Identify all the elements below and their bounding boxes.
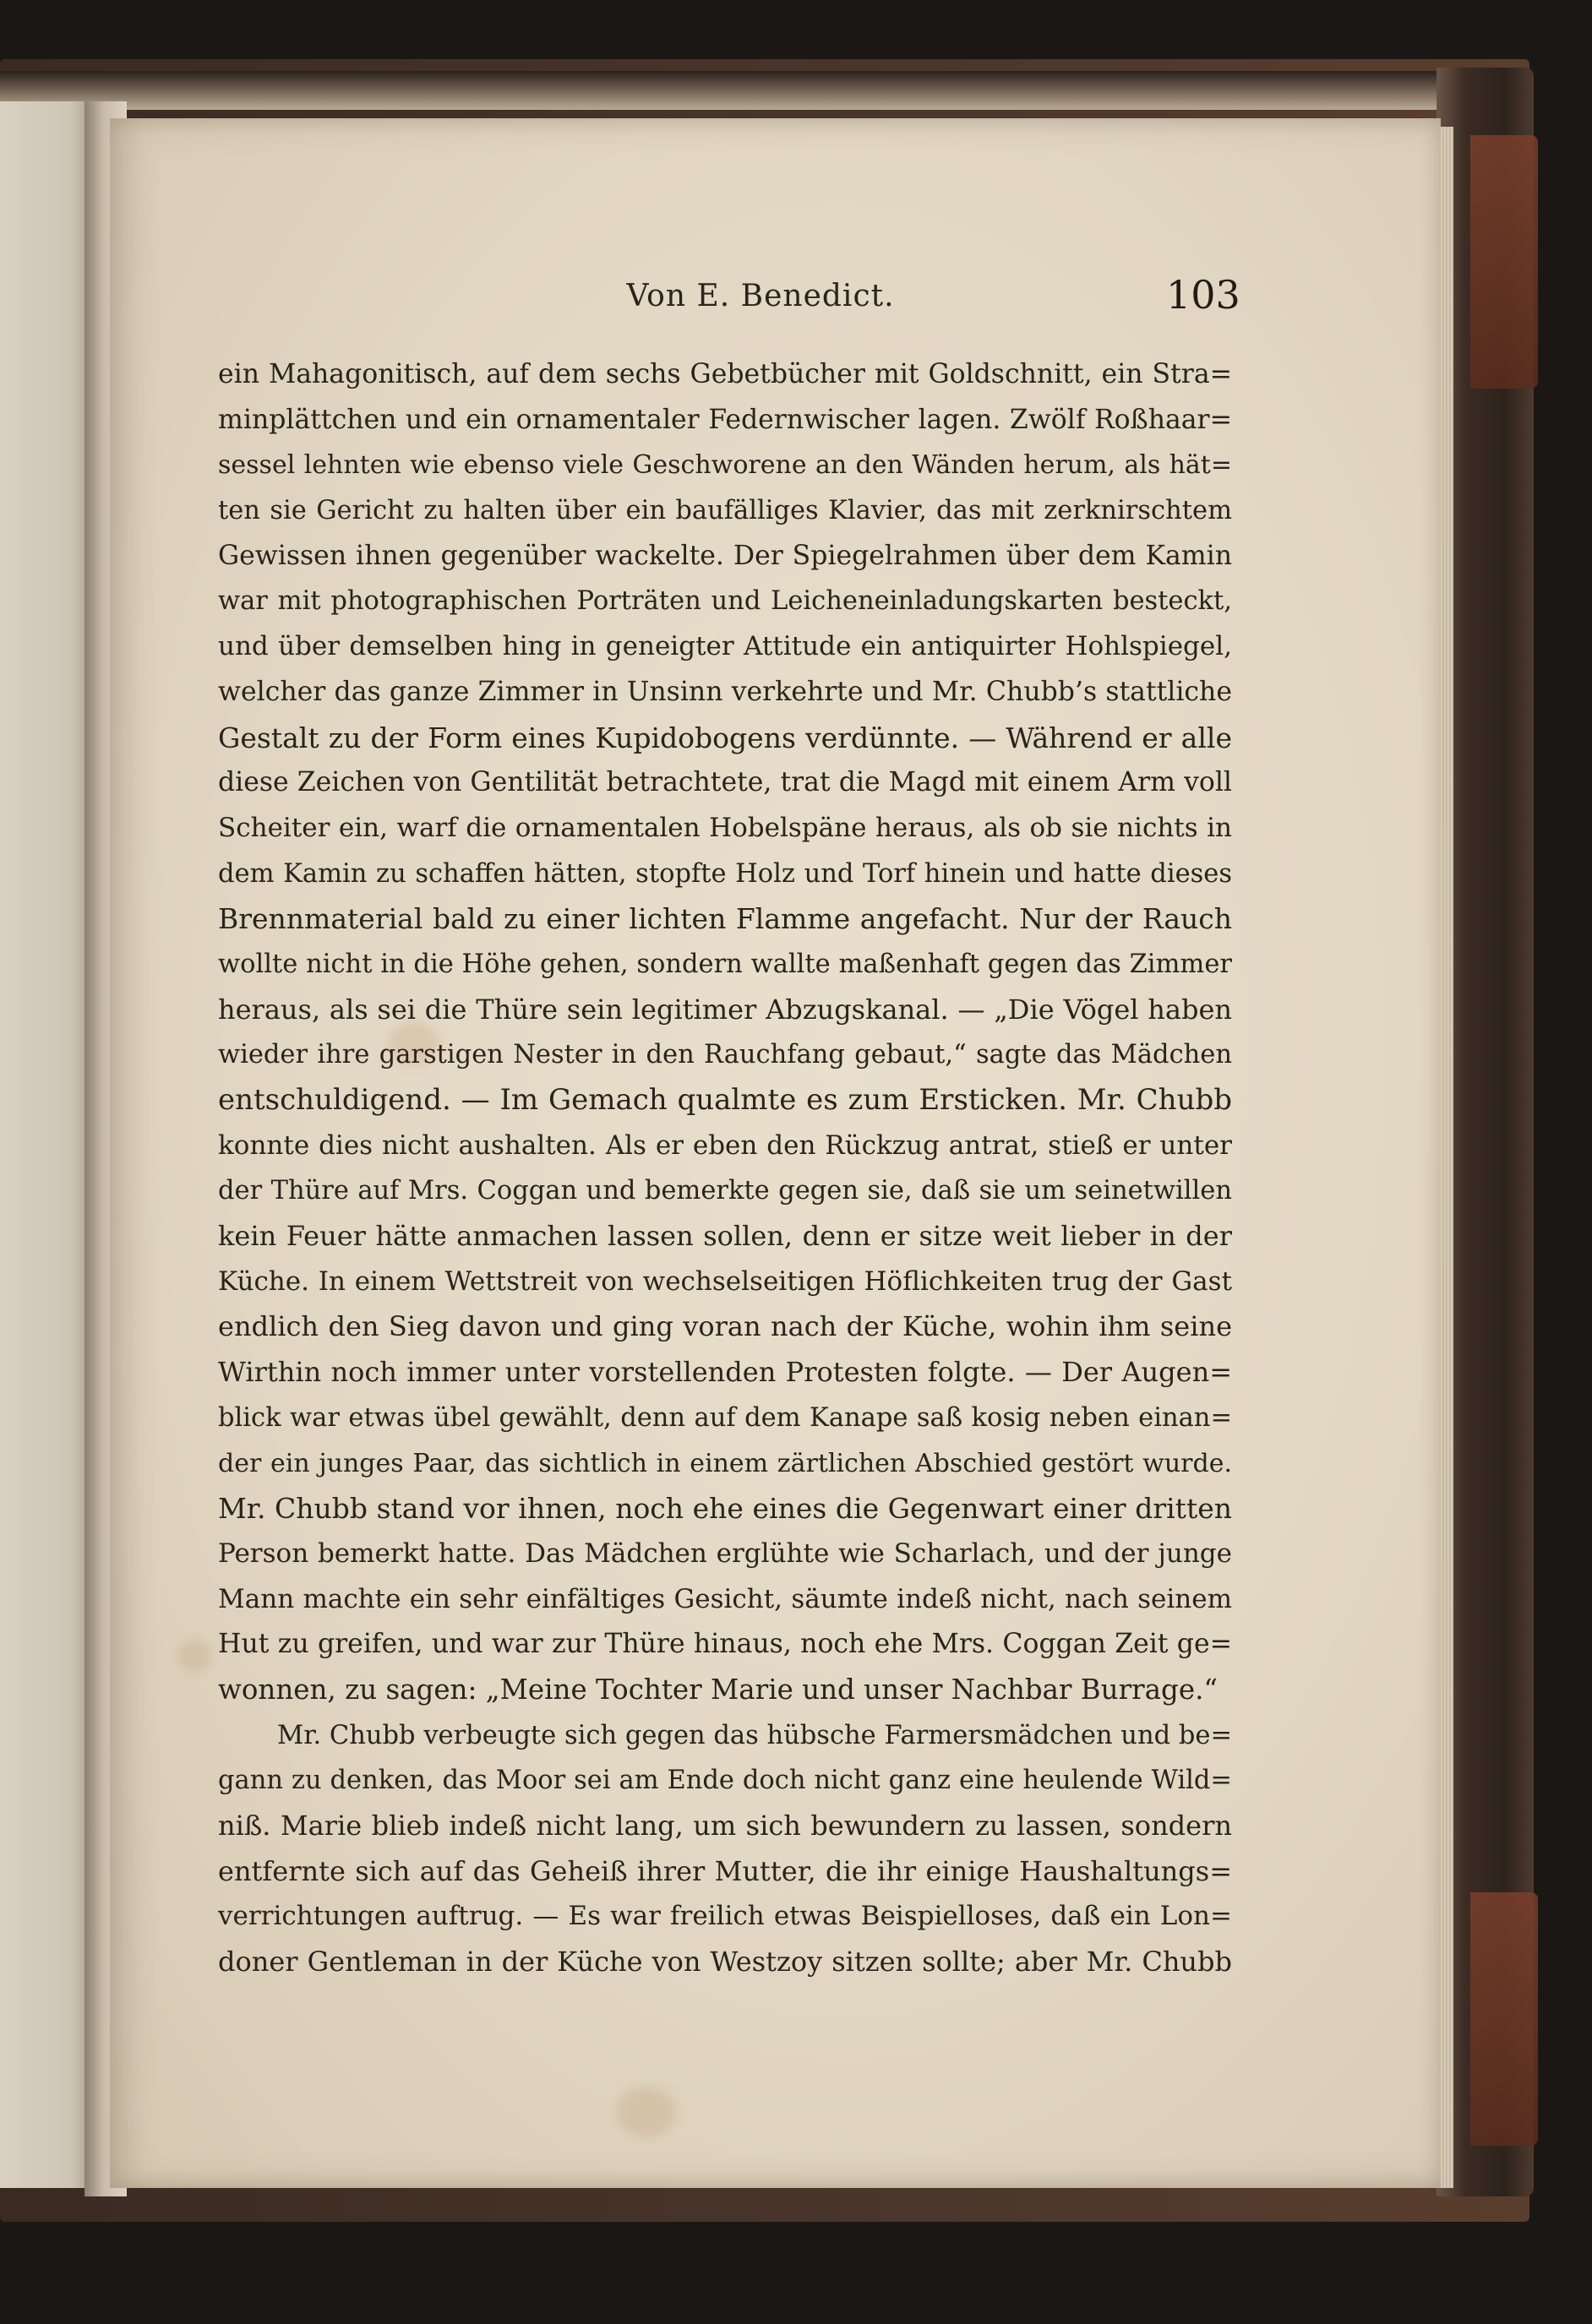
page-stain xyxy=(177,1639,211,1673)
text-line: der Thüre auf Mrs. Coggan und bemerkte gegen sie, daß sie um seinetwillen xyxy=(218,1176,1232,1206)
text-line: minplättchen und ein ornamentaler Federnwischer lagen. Zwölf Roßhaar= xyxy=(218,404,1232,435)
text-line: Mr. Chubb stand vor ihnen, noch ehe eines die Gegenwart einer dritten xyxy=(218,1492,1232,1526)
text-line: Wirthin noch immer unter vorstellenden Protesten folgte. — Der Augen= xyxy=(218,1356,1232,1389)
text-line: ten sie Gericht zu halten über ein baufälliges Klavier, das mit zerknirschtem xyxy=(218,496,1232,526)
text-line: sessel lehnten wie ebenso viele Geschworene an den Wänden herum, als hät= xyxy=(218,450,1232,481)
body-text xyxy=(218,352,1232,1985)
text-line: entschuldigend. — Im Gemach qualmte es zum Ersticken. Mr. Chubb xyxy=(218,1083,1232,1117)
text-line: heraus, als sei die Thüre sein legitimer Abzugskanal. — „Die Vögel haben xyxy=(218,993,1232,1026)
text-line: Mr. Chubb verbeugte sich gegen das hübsche Farmersmädchen und be= xyxy=(277,1720,1232,1750)
text-line: blick war etwas übel gewählt, denn auf dem Kanape saß kosig neben einan= xyxy=(218,1402,1232,1433)
text-line: verrichtungen auftrug. — Es war freilich etwas Beispielloses, daß ein Lon= xyxy=(218,1901,1232,1932)
text-line: gann zu denken, das Moor sei am Ende doch nicht ganz eine heulende Wild= xyxy=(218,1766,1232,1796)
cover-corner-bottom xyxy=(1470,1892,1538,2146)
text-line: kein Feuer hätte anmachen lassen sollen, denn er sitze weit lieber in der xyxy=(218,1220,1232,1253)
text-line: wieder ihre garstigen Nester in den Rauchfang gebaut,“ sagte das Mädchen xyxy=(218,1040,1232,1070)
text-line: doner Gentleman in der Küche von Westzoy sitzen sollte; aber Mr. Chubb xyxy=(218,1946,1232,1978)
text-line: niß. Marie blieb indeß nicht lang, um sich bewundern zu lassen, sondern xyxy=(218,1810,1232,1842)
text-line: konnte dies nicht aushalten. Als er eben den Rückzug antrat, stieß er unter xyxy=(218,1129,1232,1161)
text-line: und über demselben hing in geneigter Attitude ein antiquirter Hohlspiegel, xyxy=(218,631,1232,662)
cover-top-edge xyxy=(0,71,1470,110)
text-line: Brennmaterial bald zu einer lichten Flamme angefacht. Nur der Rauch xyxy=(218,902,1232,936)
page-number: 103 xyxy=(1166,272,1240,318)
text-line: Scheiter ein, warf die ornamentalen Hobelspäne heraus, als ob sie nichts in xyxy=(218,812,1232,843)
text-line: diese Zeichen von Gentilität betrachtete, trat die Magd mit einem Arm voll xyxy=(218,767,1232,798)
page-stain xyxy=(617,2087,676,2137)
text-line: Gestalt zu der Form eines Kupidobogens verdünnte. — Während er alle xyxy=(218,721,1232,754)
text-line: Mann machte ein sehr einfältiges Gesicht, säumte indeß nicht, nach seinem xyxy=(218,1583,1232,1614)
text-line: endlich den Sieg davon und ging voran nach der Küche, wohin ihm seine xyxy=(218,1310,1232,1343)
cover-corner-top xyxy=(1470,135,1538,389)
text-line: dem Kamin zu schaffen hätten, stopfte Holz und Torf hinein und hatte dieses xyxy=(218,858,1232,889)
text-line: war mit photographischen Porträten und Leicheneinladungskarten besteckt, xyxy=(218,586,1232,617)
text-line: ein Mahagonitisch, auf dem sechs Gebetbücher mit Goldschnitt, ein Stra= xyxy=(218,359,1232,389)
text-line: entfernte sich auf das Geheiß ihrer Mutter, die ihr einige Haushaltungs= xyxy=(218,1854,1232,1887)
text-line: Gewissen ihnen gegenüber wackelte. Der Spiegelrahmen über dem Kamin xyxy=(218,540,1232,571)
text-line: Hut zu greifen, und war zur Thüre hinaus, noch ehe Mrs. Coggan Zeit ge= xyxy=(218,1629,1232,1660)
text-line: der ein junges Paar, das sichtlich in einem zärtlichen Abschied gestört wurde. xyxy=(218,1448,1232,1478)
text-line: wollte nicht in die Höhe gehen, sondern wallte maßenhaft gegen das Zimmer xyxy=(218,949,1232,979)
text-line: welcher das ganze Zimmer in Unsinn verkehrte und Mr. Chubb’s stattliche xyxy=(218,676,1232,707)
running-head: Von E. Benedict. xyxy=(626,279,895,313)
text-line: Küche. In einem Wettstreit von wechselseitigen Höflichkeiten trug der Gast xyxy=(218,1265,1232,1297)
text-line: wonnen, zu sagen: „Meine Tochter Marie und unser Nachbar Burrage.“ xyxy=(218,1673,1219,1706)
text-line: Person bemerkt hatte. Das Mädchen erglühte wie Scharlach, und der junge xyxy=(218,1538,1232,1569)
